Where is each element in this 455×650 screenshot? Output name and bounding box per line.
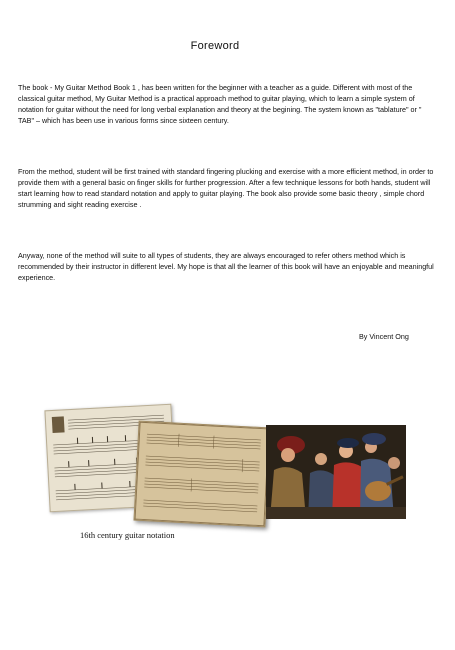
paragraph-2: From the method, student will be first trained with standard fingering plucking and exercise with a more efficient method, in order to provide them with a general basic on finger skills for further progression. After a few technique lessons for both hands, student will start learning how to read standard notation and apply to guitar playing. The book also provide some basic theory , simple chord strumming and sight reading exercise . <box>18 167 434 209</box>
paragraph-1: The book - My Guitar Method Book 1 , has been written for the beginner with a teacher as a guide. Different with most of the classical guitar method, My Guitar Method is a practical approach method to guitar playing, which to learn a simple system of notation for guitar without the need for long verbal explanation and theory at the begining. The system known as "tablature" or " TAB" – which has been use in various forms since sixteen century. <box>18 83 422 125</box>
musicians-painting-image <box>266 425 406 519</box>
paragraph-3: Anyway, none of the method will suite to all types of students, they are always encouraged to refer others method which is recommended by their instructor in different level. My hope is that all the learner of this book will have an enjoyable and meaningful experience. <box>18 251 434 282</box>
author-signature: By Vincent Ong <box>359 332 409 341</box>
image-caption: 16th century guitar notation <box>80 530 175 540</box>
page-title: Foreword <box>190 40 240 52</box>
manuscript-image <box>133 421 270 528</box>
